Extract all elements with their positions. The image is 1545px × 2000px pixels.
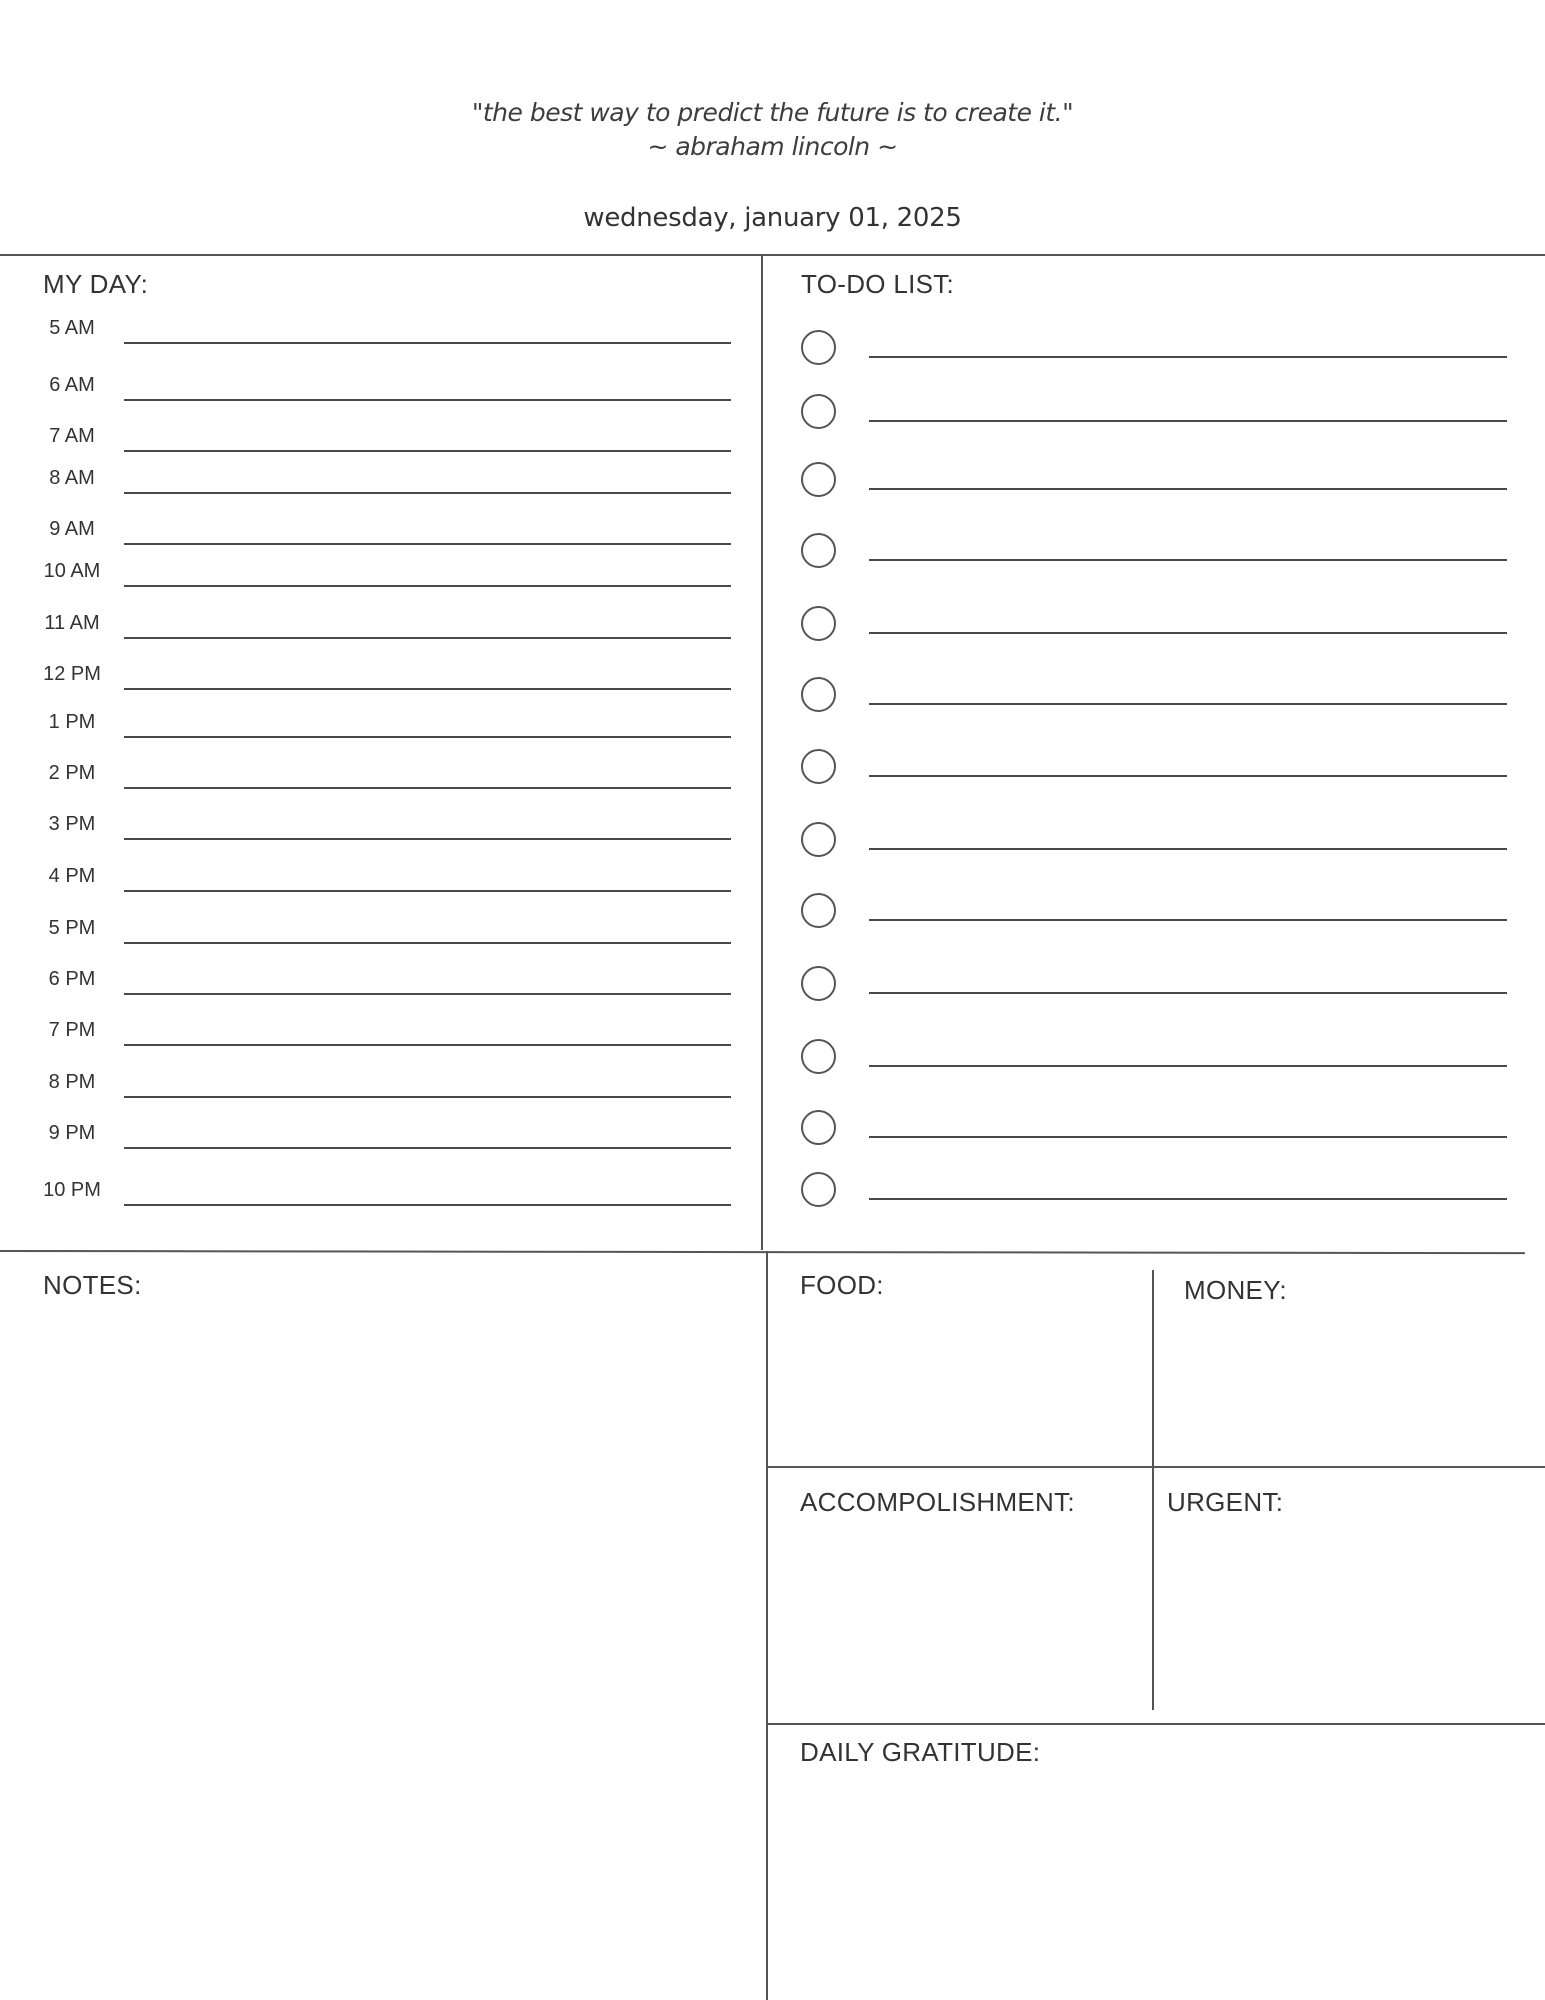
todo-write-line[interactable] (869, 703, 1507, 705)
time-label: 7 AM (49, 425, 95, 447)
checkbox-circle-icon[interactable] (801, 749, 836, 784)
schedule-write-line[interactable] (124, 942, 731, 944)
checkbox-circle-icon[interactable] (801, 462, 836, 497)
time-label: 9 PM (48, 1122, 96, 1144)
money-title: MONEY: (1184, 1275, 1287, 1305)
checkbox-circle-icon[interactable] (801, 606, 836, 641)
schedule-write-line[interactable] (124, 787, 731, 789)
todo-write-line[interactable] (869, 356, 1507, 358)
header-divider (0, 254, 1545, 256)
time-label: 5 AM (49, 317, 95, 339)
food-money-bottom-divider (767, 1466, 1545, 1468)
checkbox-circle-icon[interactable] (801, 822, 836, 857)
urgent-title: URGENT: (1167, 1487, 1284, 1517)
checkbox-circle-icon[interactable] (801, 1110, 836, 1145)
my-day-title: MY DAY: (43, 269, 149, 299)
accomplishment-title: ACCOMPOLISHMENT: (800, 1487, 1075, 1517)
time-label: 2 PM (48, 762, 96, 784)
schedule-write-line[interactable] (124, 993, 731, 995)
quote-author: ~ abraham lincoln ~ (647, 132, 898, 161)
todo-write-line[interactable] (869, 1065, 1507, 1067)
schedule-write-line[interactable] (124, 637, 731, 639)
food-area[interactable] (780, 1310, 1140, 1455)
time-label: 6 AM (49, 374, 95, 396)
money-area[interactable] (1165, 1315, 1535, 1455)
time-label: 10 PM (43, 1179, 101, 1201)
todo-write-line[interactable] (869, 420, 1507, 422)
notes-area[interactable] (30, 1310, 750, 1990)
todo-write-line[interactable] (869, 775, 1507, 777)
todo-write-line[interactable] (869, 919, 1507, 921)
time-label: 3 PM (48, 813, 96, 835)
schedule-write-line[interactable] (124, 492, 731, 494)
quote-text: "the best way to predict the future is to create it." (471, 98, 1074, 127)
schedule-write-line[interactable] (124, 890, 731, 892)
gratitude-top-divider (768, 1723, 1545, 1725)
top-column-divider (761, 255, 763, 1250)
checkbox-circle-icon[interactable] (801, 394, 836, 429)
schedule-write-line[interactable] (124, 1096, 731, 1098)
todo-write-line[interactable] (869, 632, 1507, 634)
notes-title: NOTES: (43, 1270, 142, 1300)
time-label: 6 PM (48, 968, 96, 990)
todo-write-line[interactable] (869, 488, 1507, 490)
checkbox-circle-icon[interactable] (801, 677, 836, 712)
time-label: 10 AM (43, 560, 101, 582)
schedule-write-line[interactable] (124, 342, 731, 344)
todo-write-line[interactable] (869, 559, 1507, 561)
urgent-area[interactable] (1165, 1525, 1535, 1710)
checkbox-circle-icon[interactable] (801, 966, 836, 1001)
checkbox-circle-icon[interactable] (801, 533, 836, 568)
time-label: 5 PM (48, 917, 96, 939)
checkbox-circle-icon[interactable] (801, 330, 836, 365)
time-label: 12 PM (43, 663, 101, 685)
food-title: FOOD: (800, 1270, 884, 1300)
schedule-write-line[interactable] (124, 1204, 731, 1206)
time-label: 4 PM (48, 865, 96, 887)
time-label: 8 PM (48, 1071, 96, 1093)
small-boxes-divider (1152, 1270, 1154, 1710)
bottom-column-divider (766, 1251, 768, 2000)
accomplishment-area[interactable] (780, 1525, 1140, 1710)
page-date: wednesday, january 01, 2025 (583, 203, 962, 233)
schedule-write-line[interactable] (124, 450, 731, 452)
schedule-write-line[interactable] (124, 838, 731, 840)
schedule-write-line[interactable] (124, 736, 731, 738)
time-label: 1 PM (48, 711, 96, 733)
schedule-write-line[interactable] (124, 1044, 731, 1046)
middle-divider (0, 1250, 1525, 1254)
schedule-write-line[interactable] (124, 543, 731, 545)
todo-write-line[interactable] (869, 848, 1507, 850)
checkbox-circle-icon[interactable] (801, 1039, 836, 1074)
todo-write-line[interactable] (869, 1136, 1507, 1138)
schedule-write-line[interactable] (124, 399, 731, 401)
time-label: 7 PM (48, 1019, 96, 1041)
todo-write-line[interactable] (869, 992, 1507, 994)
schedule-write-line[interactable] (124, 688, 731, 690)
todo-write-line[interactable] (869, 1198, 1507, 1200)
checkbox-circle-icon[interactable] (801, 893, 836, 928)
todo-title: TO-DO LIST: (801, 269, 955, 299)
schedule-write-line[interactable] (124, 585, 731, 587)
time-label: 8 AM (49, 467, 95, 489)
time-label: 9 AM (49, 518, 95, 540)
time-label: 11 AM (44, 612, 100, 634)
gratitude-title: DAILY GRATITUDE: (800, 1737, 1041, 1767)
schedule-write-line[interactable] (124, 1147, 731, 1149)
gratitude-area[interactable] (780, 1775, 1535, 1990)
checkbox-circle-icon[interactable] (801, 1172, 836, 1207)
